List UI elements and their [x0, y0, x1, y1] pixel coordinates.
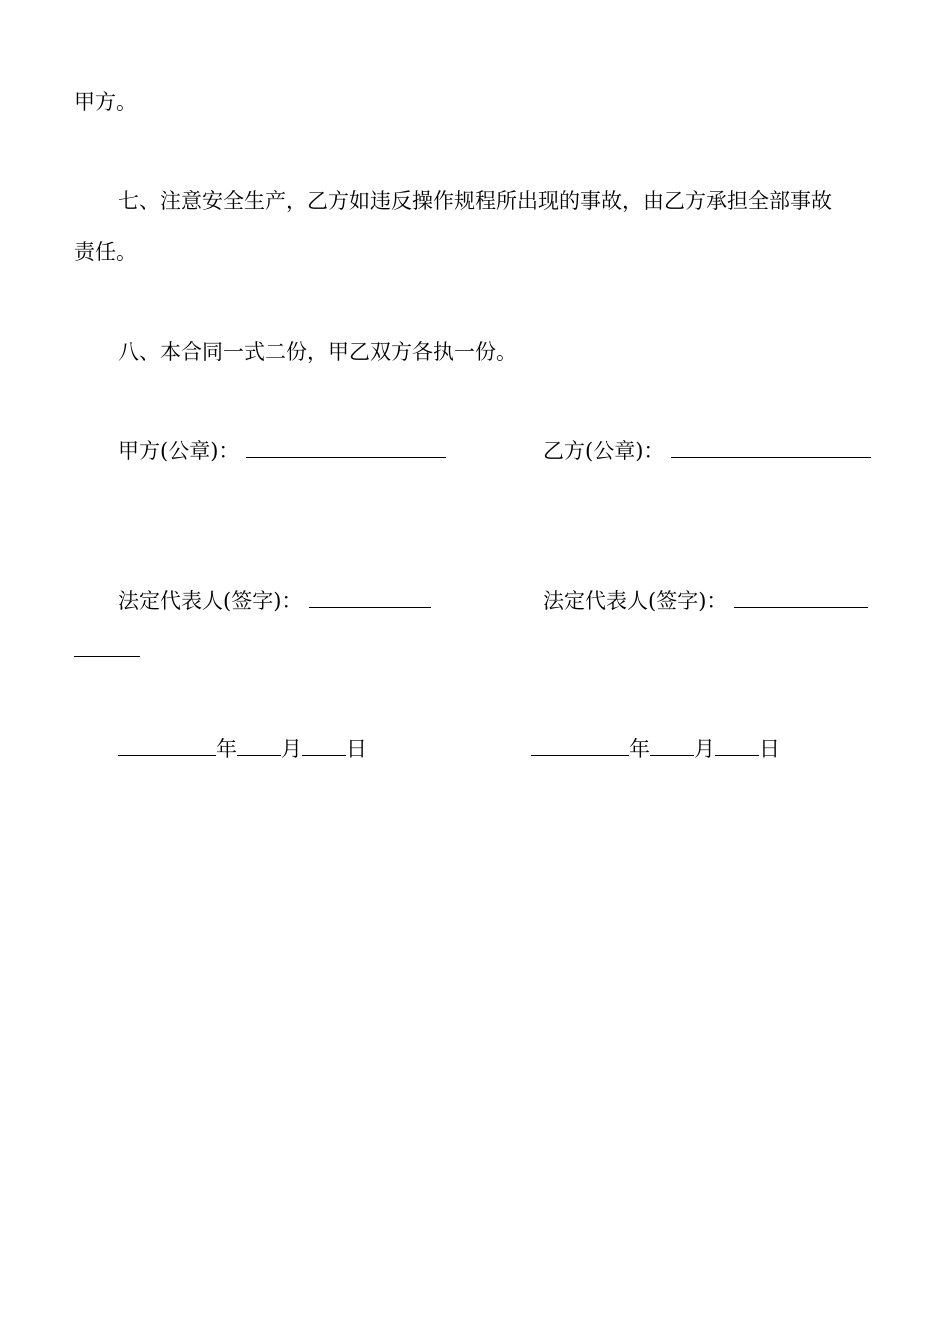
party-b-seal-blank[interactable]	[671, 437, 871, 458]
party-a-rep-blank[interactable]	[309, 587, 431, 608]
party-a-day-blank[interactable]	[302, 735, 346, 756]
clause-7-line-1	[118, 187, 832, 215]
party-a-rep-label: 法定代表人(签字)：	[118, 589, 303, 613]
clause-7-text: 七、注意安全生产，乙方如违反操作规程所出现的事故，由乙方承担全部事故	[118, 189, 832, 213]
clause-7-text-cont: 责任。	[74, 240, 137, 264]
party-b-rep-row	[543, 587, 868, 615]
party-a-date-row	[118, 735, 367, 763]
clause-7-line-2	[74, 238, 137, 266]
party-b-rep-blank-cont[interactable]	[74, 636, 140, 657]
party-a-month-blank[interactable]	[237, 735, 281, 756]
party-b-day-label: 日	[759, 737, 780, 761]
party-b-month-blank[interactable]	[650, 735, 694, 756]
party-b-month-label: 月	[694, 737, 715, 761]
party-b-year-blank[interactable]	[531, 735, 629, 756]
party-a-seal-row	[118, 437, 446, 465]
party-b-year-label: 年	[629, 737, 650, 761]
party-a-seal-blank[interactable]	[246, 437, 446, 458]
paragraph-text: 甲方。	[74, 90, 137, 114]
party-a-year-blank[interactable]	[118, 735, 216, 756]
party-b-rep-blank[interactable]	[734, 587, 868, 608]
party-a-day-label: 日	[346, 737, 367, 761]
party-b-date-row	[531, 735, 780, 763]
party-a-year-label: 年	[216, 737, 237, 761]
paragraph-continued	[74, 88, 137, 116]
party-b-rep-label: 法定代表人(签字)：	[543, 589, 728, 613]
clause-8	[118, 338, 517, 366]
party-a-month-label: 月	[281, 737, 302, 761]
party-a-seal-label: 甲方(公章)：	[118, 439, 240, 463]
party-b-rep-blank-wrap	[74, 636, 140, 664]
party-b-seal-row	[543, 437, 871, 465]
party-b-seal-label: 乙方(公章)：	[543, 439, 665, 463]
clause-8-text: 八、本合同一式二份，甲乙双方各执一份。	[118, 340, 517, 364]
party-b-day-blank[interactable]	[715, 735, 759, 756]
party-a-rep-row	[118, 587, 431, 615]
